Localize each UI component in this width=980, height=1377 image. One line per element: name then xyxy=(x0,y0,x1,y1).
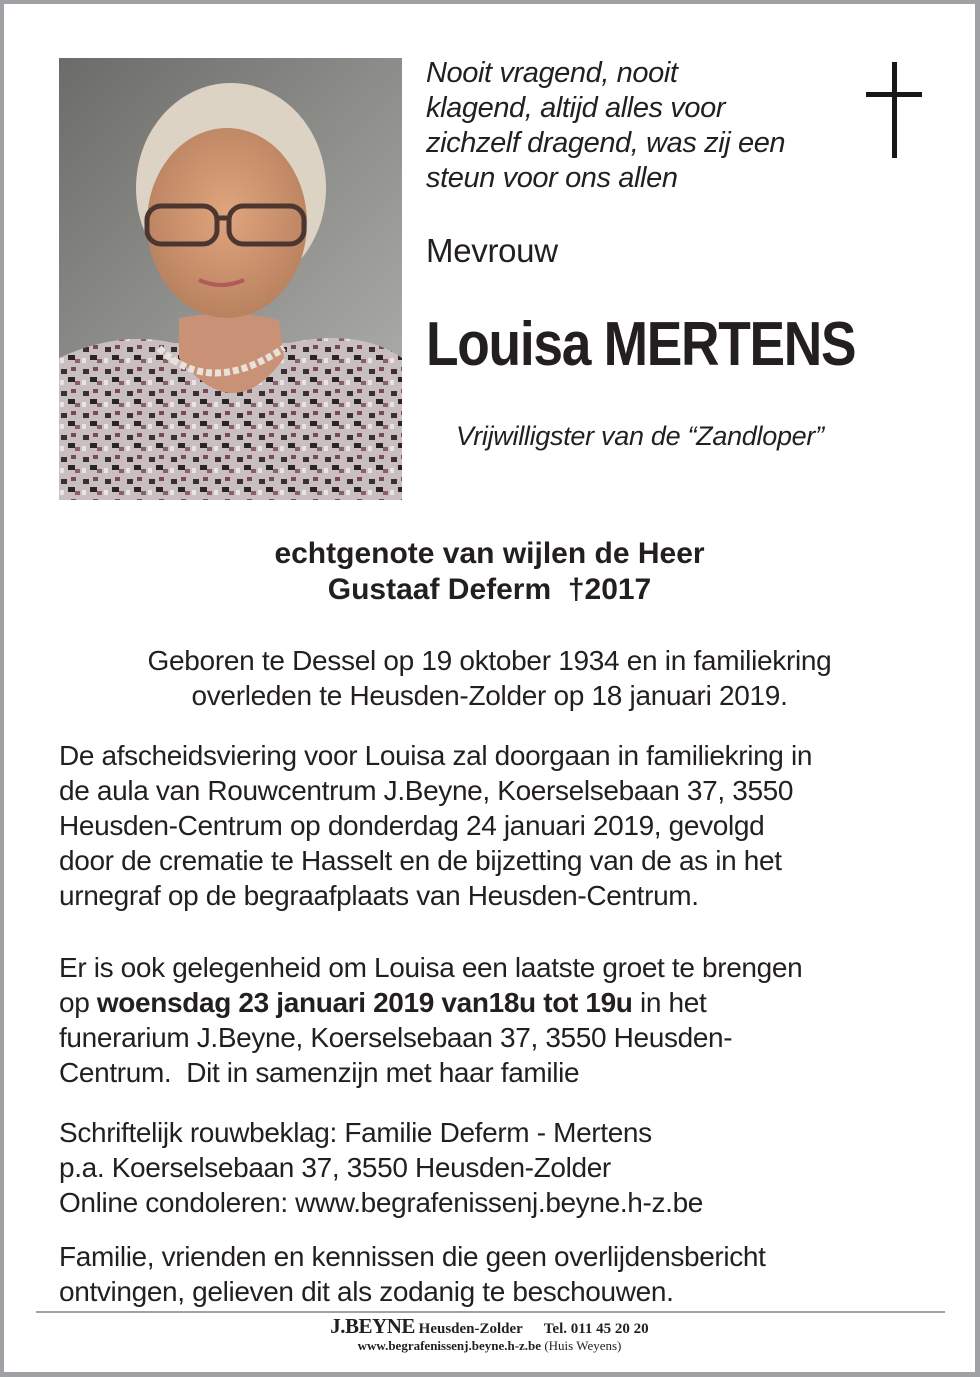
condolence-contact: Schriftelijk rouwbeklag: Familie Deferm - Mertens xyxy=(59,1117,652,1148)
portrait-photo xyxy=(59,58,402,500)
quote-line: zichzelf dragend, was zij een xyxy=(426,127,786,159)
salutation: Mevrouw xyxy=(426,232,558,269)
quote-line: Nooit vragend, nooit xyxy=(426,57,678,89)
funeral-home-website[interactable]: www.begrafenissenj.beyne.h-z.be xyxy=(357,1338,542,1353)
paragraph-line: Er is ook gelegenheid om Louisa een laatste groet te brengen xyxy=(59,952,803,983)
portrait-illustration xyxy=(59,58,402,500)
memorial-quote xyxy=(426,56,846,196)
footer-row xyxy=(4,1338,975,1353)
footer-divider xyxy=(36,1311,945,1313)
deceased-name: Louisa MERTENS xyxy=(426,310,856,379)
condolences-paragraph xyxy=(59,1115,939,1220)
text-fragment: op xyxy=(59,987,97,1018)
paragraph-line: Heusden-Centrum op donderdag 24 januari 2019, gevolgd xyxy=(59,810,765,841)
footer-row xyxy=(4,1314,975,1338)
funeral-home-phone: Tel. 011 45 20 20 xyxy=(543,1321,649,1337)
visitation-paragraph xyxy=(59,950,939,1090)
condolence-address: p.a. Koerselsebaan 37, 3550 Heusden-Zolder xyxy=(59,1152,611,1183)
text-fragment: in het xyxy=(632,987,707,1018)
funeral-home-location: Heusden-Zolder xyxy=(418,1321,523,1337)
paragraph-line: de aula van Rouwcentrum J.Beyne, Koerselsebaan 37, 3550 xyxy=(59,775,794,806)
paragraph-line: Centrum. Dit in samenzijn met haar familie xyxy=(59,1057,580,1088)
quote-line: steun voor ons allen xyxy=(426,162,678,194)
funeral-home-note: (Huis Weyens) xyxy=(544,1338,622,1353)
spouse-info xyxy=(4,536,975,608)
paragraph-line: De afscheidsviering voor Louisa zal doorgaan in familiekring in xyxy=(59,740,813,771)
quote-line: klagend, altijd alles voor xyxy=(426,92,726,124)
paragraph-line: door de crematie te Hasselt en de bijzetting van de as in het xyxy=(59,845,782,876)
funeral-home-footer xyxy=(4,1314,975,1353)
cross-icon xyxy=(866,62,922,162)
closing-paragraph xyxy=(59,1239,939,1309)
birth-death-info xyxy=(4,643,975,713)
visitation-datetime: woensdag 23 januari 2019 van18u tot 19u xyxy=(96,987,633,1018)
deceased-role: Vrijwilligster van de “Zandloper” xyxy=(456,421,824,451)
paragraph-line: ontvingen, gelieven dit als zodanig te beschouwen. xyxy=(59,1276,674,1307)
birth-line: Geboren te Dessel op 19 oktober 1934 en in familiekring xyxy=(147,645,832,676)
condolence-online-link[interactable]: Online condoleren: www.begrafenissenj.beyne.h-z.be xyxy=(59,1187,704,1218)
ceremony-paragraph xyxy=(59,738,939,913)
cross-vertical-bar xyxy=(892,62,897,158)
paragraph-line: funerarium J.Beyne, Koerselsebaan 37, 3550 Heusden- xyxy=(59,1022,733,1053)
funeral-home-brand: J.BEYNE xyxy=(330,1314,415,1338)
spouse-name-line: Gustaaf Deferm †2017 xyxy=(327,573,652,606)
cross-horizontal-bar xyxy=(866,92,922,97)
spouse-line: echtgenote van wijlen de Heer xyxy=(274,537,705,570)
death-line: overleden te Heusden-Zolder op 18 januari 2019. xyxy=(191,680,788,711)
obituary-card xyxy=(4,4,975,1372)
paragraph-line: urnegraf op de begraafplaats van Heusden-Centrum. xyxy=(59,880,699,911)
visitation-time-line xyxy=(59,985,939,1020)
paragraph-line: Familie, vrienden en kennissen die geen overlijdensbericht xyxy=(59,1241,766,1272)
